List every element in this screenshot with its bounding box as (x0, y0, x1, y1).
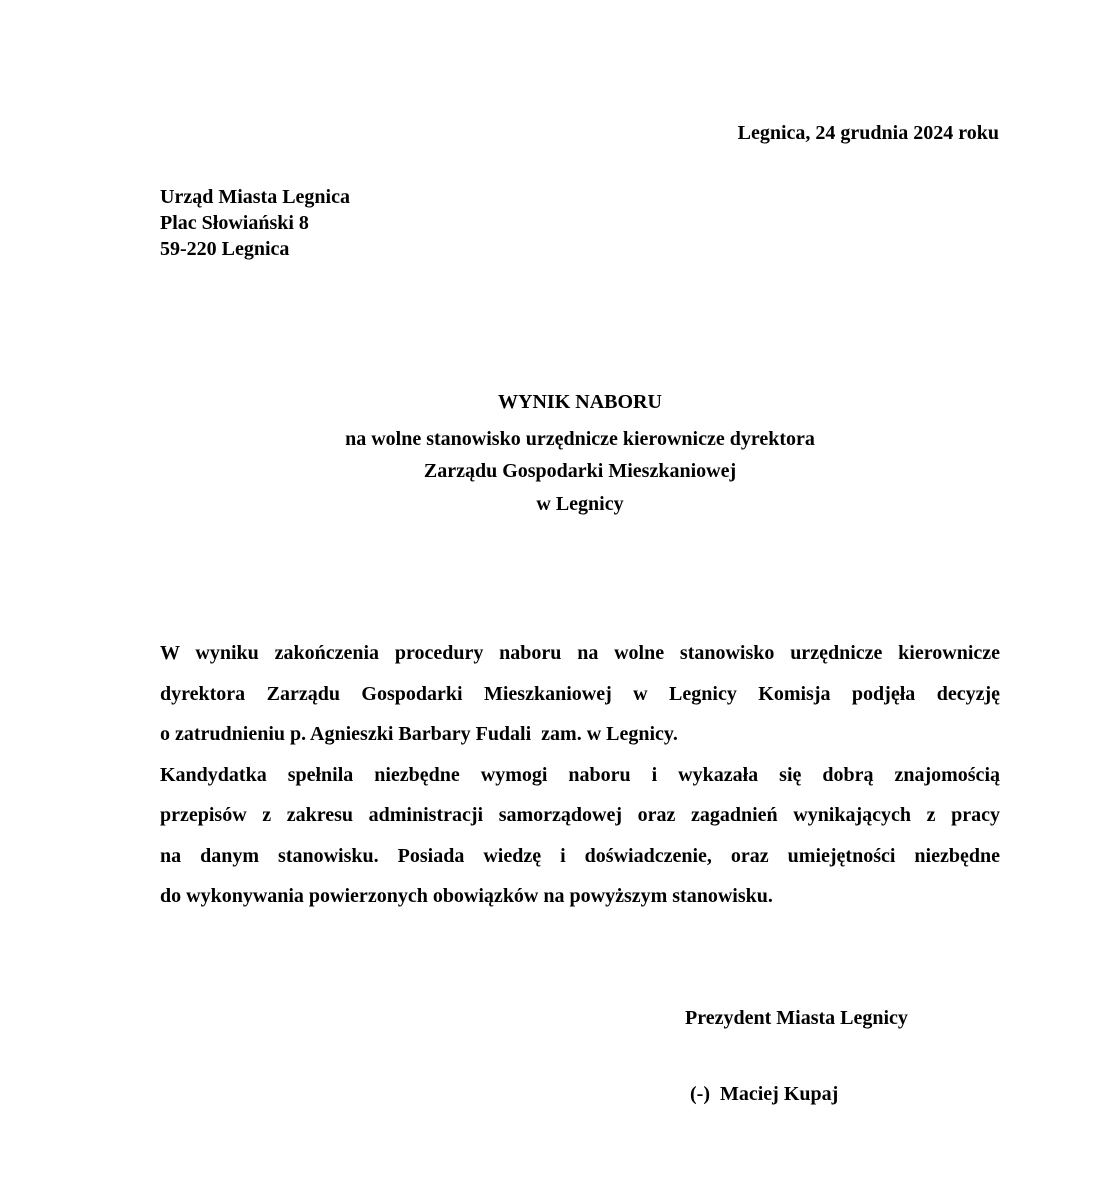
body-line: o zatrudnieniu p. Agnieszki Barbary Fudali zam. w Legnicy. (160, 723, 678, 745)
body-line: dyrektora Zarządu Gospodarki Mieszkaniowej w Legnicy Komisja podjęła decyzję (160, 682, 1000, 705)
body-line: na danym stanowisku. Posiada wiedzę i doświadczenie, oraz umiejętności niezbędne (160, 844, 1000, 867)
title-subline-position: na wolne stanowisko urzędnicze kierownicze dyrektora (345, 428, 815, 450)
sender-street: Plac Słowiański 8 (160, 212, 309, 234)
body-line: W wyniku zakończenia procedury naboru na wolne stanowisko urzędnicze kierownicze (160, 642, 1000, 664)
signatory-name: (-) Maciej Kupaj (690, 1083, 839, 1105)
sender-city: 59-220 Legnica (160, 238, 290, 260)
sender-name: Urząd Miasta Legnica (160, 186, 350, 208)
body-line: przepisów z zakresu administracji samorządowej oraz zagadnień wynikających z pracy (160, 804, 1000, 826)
signatory-title: Prezydent Miasta Legnicy (685, 1007, 908, 1029)
title-subline-city: w Legnicy (536, 493, 624, 515)
body-paragraph (160, 633, 1000, 917)
body-line: Kandydatka spełnila niezbędne wymogi naboru i wykazała się dobrą znajomością (160, 763, 1000, 786)
body-line: do wykonywania powierzonych obowiązków na powyższym stanowisku. (160, 885, 773, 907)
title-subline-unit: Zarządu Gospodarki Mieszkaniowej (423, 460, 737, 482)
place-date: Legnica, 24 grudnia 2024 roku (737, 122, 999, 144)
document-title: WYNIK NABORU (498, 391, 662, 413)
